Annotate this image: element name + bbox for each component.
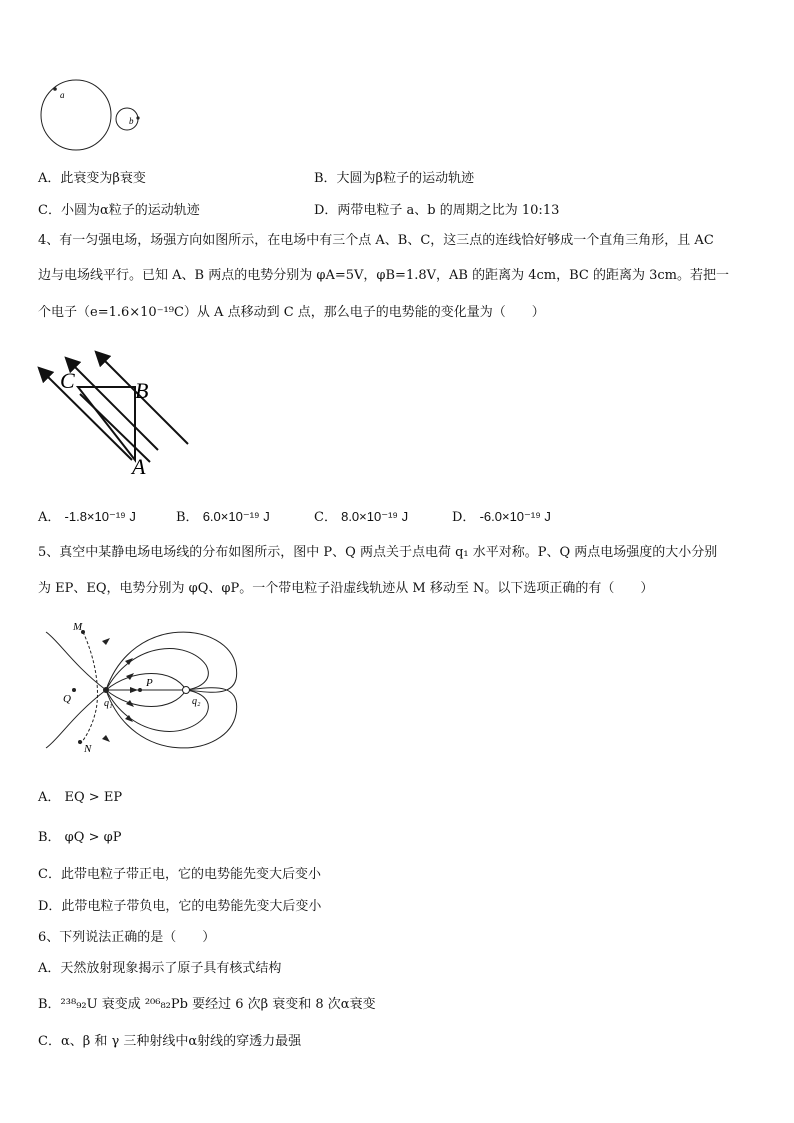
q5-option-d: D．此带电粒子带负电，它的电势能先变大后变小 xyxy=(38,899,322,914)
decay-circles-figure xyxy=(40,78,150,160)
point-a xyxy=(53,87,57,91)
q4-option-a-label: A． xyxy=(38,510,61,525)
field-line-left-lower xyxy=(46,690,106,748)
q4-option-c-value: 8.0×10⁻¹⁹ J xyxy=(341,509,409,524)
label-a: a xyxy=(60,90,65,100)
q4-stem-line3: 个电子（e=1.6×10⁻¹⁹C）从 A 点移动到 C 点，那么电子的电势能的变化量为（ ） xyxy=(38,305,545,320)
charge-q1 xyxy=(103,687,109,693)
q3-option-c: C．小圆为α粒子的运动轨迹 xyxy=(38,203,200,218)
label-a: A xyxy=(132,454,146,479)
q4-option-b xyxy=(176,506,270,525)
q4-option-a xyxy=(38,506,136,525)
q4-option-b-value: 6.0×10⁻¹⁹ J xyxy=(202,509,270,524)
label-q1: q₁ xyxy=(104,698,113,709)
arrow-3 xyxy=(125,658,133,665)
q4-option-b-label: B． xyxy=(176,510,199,525)
q4-option-d xyxy=(452,506,551,525)
q3-option-d: D．两带电粒子 a、b 的周期之比为 10:13 xyxy=(314,203,560,218)
label-c: C xyxy=(60,368,75,393)
arrow-7 xyxy=(102,735,110,742)
arrow-4 xyxy=(125,715,133,722)
label-b: b xyxy=(129,116,134,126)
label-m: M xyxy=(73,621,83,633)
small-circle xyxy=(116,108,138,130)
q5-option-b: B． φQ > φP xyxy=(38,830,122,845)
q4-option-c xyxy=(314,506,408,525)
label-q2: q₂ xyxy=(192,696,201,707)
large-circle xyxy=(41,80,111,150)
q6-option-b: B．²³⁸₉₂U 衰变成 ²⁰⁶₈₂Pb 要经过 6 次β 衰变和 8 次α衰变 xyxy=(38,997,376,1012)
field-loop-inner-bottom xyxy=(106,690,186,707)
field-loop-outer-top xyxy=(106,632,237,692)
q6-option-c: C．α、β 和 γ 三种射线中α射线的穿透力最强 xyxy=(38,1034,302,1049)
q3-option-a: A．此衰变为β衰变 xyxy=(38,171,146,186)
q3-option-b: B．大圆为β粒子的运动轨迹 xyxy=(314,171,475,186)
q6-stem: 6、下列说法正确的是（ ） xyxy=(38,930,216,945)
label-b: B xyxy=(135,378,149,403)
arrow-1 xyxy=(126,673,134,680)
phi-b: φB=1.8V xyxy=(376,268,437,283)
arrow-5 xyxy=(130,687,138,693)
label-q: Q xyxy=(63,693,71,705)
point-b xyxy=(136,116,139,119)
q4-option-a-value: -1.8×10⁻¹⁹ J xyxy=(64,509,136,524)
field-triangle-figure xyxy=(40,338,195,478)
field-loop-outer-bottom xyxy=(106,688,237,748)
point-q xyxy=(72,688,76,692)
q4-stem-line1: 4、有一匀强电场，场强方向如图所示，在电场中有三个点 A、B、C，这三点的连线恰好够成一个直角三角形，且 AC xyxy=(38,233,714,248)
q4-line2-b: ，AB 的距离为 4cm，BC 的距离为 3cm。若把一 xyxy=(436,268,730,283)
q5-option-a: A． EQ > EP xyxy=(38,790,123,805)
q4-stem-line2: 边与电场线平行。已知 A、B 两点的电势分别为 φA=5V，φB=1.8V，AB 的距离为 4cm，BC 的距离为 3cm。若把一 xyxy=(38,268,730,283)
phi-a: φA=5V xyxy=(316,268,364,283)
label-p: P xyxy=(146,677,153,689)
two-charge-field-figure xyxy=(38,610,238,760)
field-line-1 xyxy=(43,372,132,460)
q4-option-c-label: C． xyxy=(314,510,337,525)
point-p xyxy=(138,688,142,692)
q5-option-c: C．此带电粒子带正电，它的电势能先变大后变小 xyxy=(38,867,321,882)
q5-stem-line2: 为 EP、EQ，电势分别为 φQ、φP。一个带电粒子沿虚线轨迹从 M 移动至 N。以下选项正确的有（ ） xyxy=(38,581,654,596)
label-n: N xyxy=(84,743,92,755)
q5-stem-line1: 5、真空中某静电场电场线的分布如图所示，图中 P、Q 两点关于点电荷 q₁ 水平对称。P、Q 两点电场强度的大小分别 xyxy=(38,545,718,560)
point-n xyxy=(78,740,82,744)
q4-option-d-value: -6.0×10⁻¹⁹ J xyxy=(479,509,551,524)
q4-option-d-label: D． xyxy=(452,510,476,525)
arrow-2 xyxy=(126,700,134,707)
field-loop-mid-top xyxy=(106,649,208,690)
field-line-2 xyxy=(70,362,158,450)
arrow-6 xyxy=(102,638,110,645)
q4-line2-a: 边与电场线平行。已知 A、B 两点的电势分别为 xyxy=(38,268,317,283)
q6-option-a: A．天然放射现象揭示了原子具有核式结构 xyxy=(38,961,282,976)
trajectory-dashed xyxy=(80,632,97,744)
charge-q2 xyxy=(183,687,190,694)
